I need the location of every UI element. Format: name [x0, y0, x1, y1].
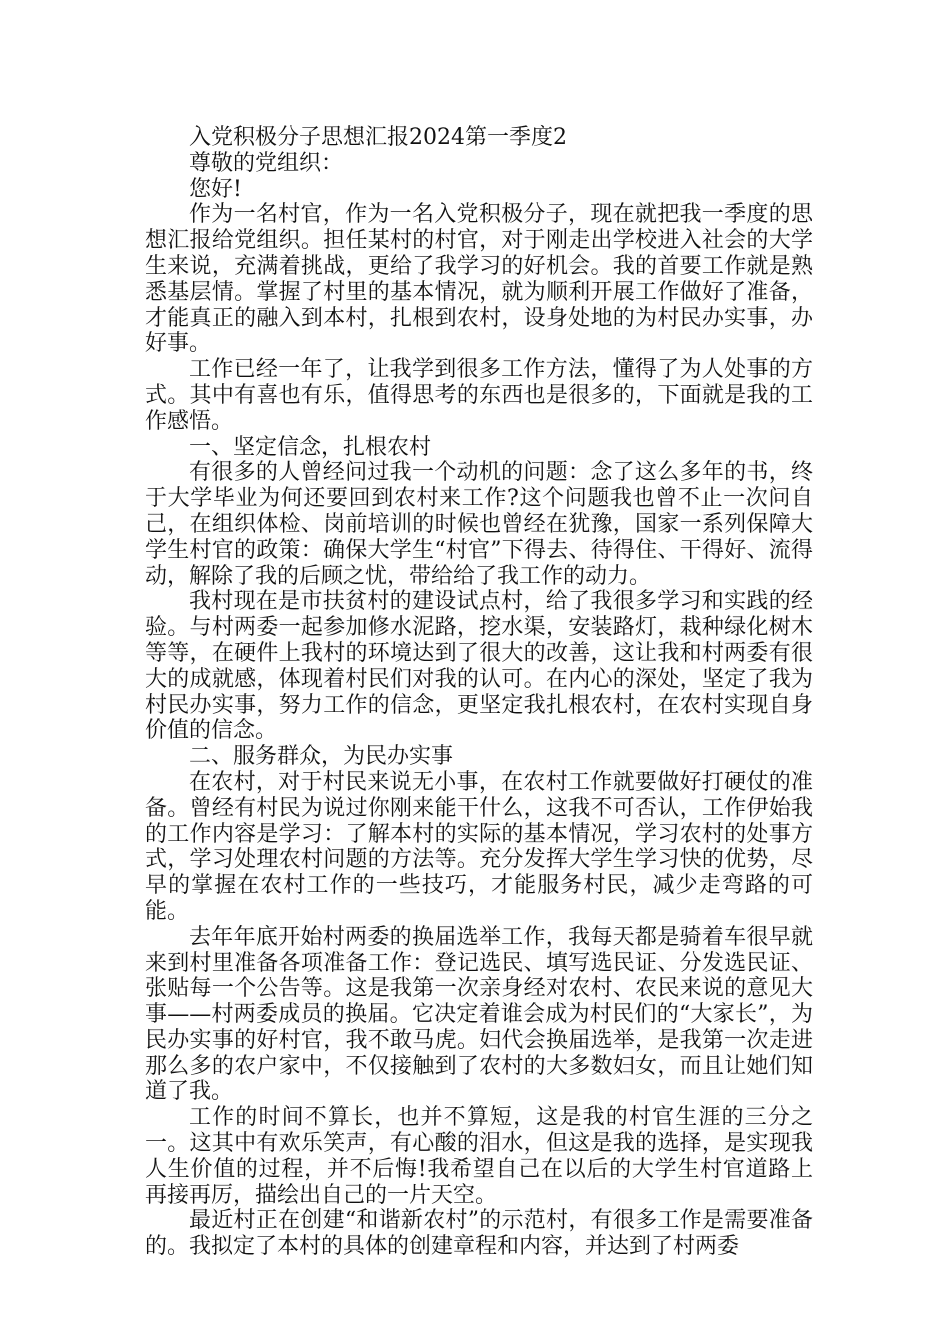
paragraph-5: 在农村，对于村民来说无小事，在农村工作就要做好打硬仗的准备。曾经有村民为说过你刚来能干什么，这我不可否认，工作伊始我的工作内容是学习：了解本村的实际的基本情况，学习农村的处事方式，学习处理农村问题的方法等。充分发挥大学生学习快的优势，尽早的掌握在农村工作的一些技巧，才能服务村民，减少走弯路的可能。	[145, 769, 813, 924]
paragraph-2: 工作已经一年了，让我学到很多工作方法，懂得了为人处事的方式。其中有喜也有乐，值得思考的东西也是很多的，下面就是我的工作感悟。	[145, 357, 813, 434]
paragraph-3: 有很多的人曾经问过我一个动机的问题：念了这么多年的书，终于大学毕业为何还要回到农村来工作?这个问题我也曾不止一次问自己，在组织体检、岗前培训的时候也曾经在犹豫，国家一系列保障大学生村官的政策：确保大学生“村官”下得去、待得住、干得好、流得动，解除了我的后顾之忧，带给给了我工作的动力。	[145, 460, 813, 589]
greeting: 您好!	[189, 176, 242, 202]
paragraph-6: 去年年底开始村两委的换届选举工作，我每天都是骑着车很早就来到村里准备各项准备工作：登记选民、填写选民证、分发选民证、张贴每一个公告等。这是我第一次亲身经对农村、农民来说的意见大事——村两委成员的换届。它决定着谁会成为村民们的“大家长”，为民办实事的好村官，我不敢马虎。妇代会换届选举，是我第一次走进那么多的农户家中，不仅接触到了农村的大多数妇女，而且让她们知道了我。	[145, 924, 813, 1105]
paragraph-8: 最近村正在创建“和谐新农村”的示范村，有很多工作是需要准备的。我拟定了本村的具体的创建章程和内容，并达到了村两委	[145, 1208, 813, 1260]
section-heading-1: 一、坚定信念，扎根农村	[189, 434, 432, 460]
paragraph-4: 我村现在是市扶贫村的建设试点村，给了我很多学习和实践的经验。与村两委一起参加修水泥路，挖水渠，安装路灯，栽种绿化树木等等，在硬件上我村的环境达到了很大的改善，这让我和村两委有很大的成就感，体现着村民们对我的认可。在内心的深处，坚定了我为村民办实事，努力工作的信念，更坚定我扎根农村，在农村实现自身价值的信念。	[145, 589, 813, 744]
document-title: 入党积极分子思想汇报2024第一季度2	[189, 125, 567, 150]
paragraph-1: 作为一名村官，作为一名入党积极分子，现在就把我一季度的思想汇报给党组织。担任某村的村官，对于刚走出学校进入社会的大学生来说，充满着挑战，更给了我学习的好机会。我的首要工作就是熟悉基层情。掌握了村里的基本情况，就为顺利开展工作做好了准备，才能真正的融入到本村，扎根到农村，设身处地的为村民办实事，办好事。	[145, 202, 813, 357]
salutation: 尊敬的党组织：	[189, 150, 344, 176]
paragraph-7: 工作的时间不算长，也并不算短，这是我的村官生涯的三分之一。这其中有欢乐笑声，有心酸的泪水，但这是我的选择，是实现我人生价值的过程，并不后悔!我希望自己在以后的大学生村官道路上再接再厉，描绘出自己的一片天空。	[145, 1105, 813, 1208]
section-heading-2: 二、服务群众，为民办实事	[189, 744, 454, 770]
document-body	[145, 125, 813, 1260]
